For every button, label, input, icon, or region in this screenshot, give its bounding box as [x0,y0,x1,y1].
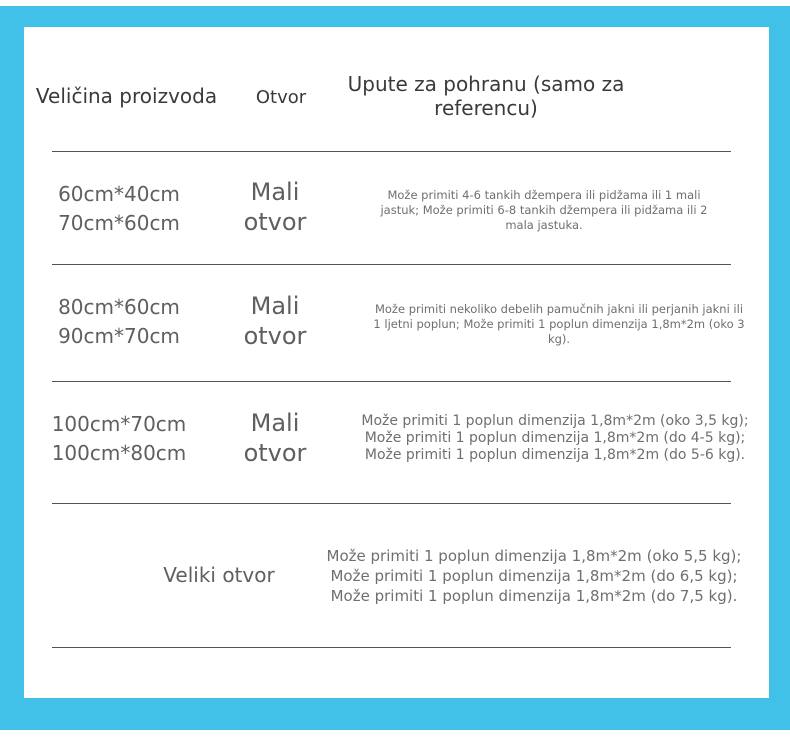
row-3-note [350,413,760,464]
row-4-opening: Veliki otvor [163,563,275,587]
row-4-note [304,546,764,606]
row-1-size-2: 70cm*60cm [58,211,180,235]
row-1-note [354,188,734,233]
row-3-note-line-2: Može primiti 1 poplun dimenzija 1,8m*2m (do 4-5 kg); [364,430,746,446]
row-4-note-line-3: Može primiti 1 poplun dimenzija 1,8m*2m (do 7,5 kg). [330,587,738,605]
row-4-note-line-1: Može primiti 1 poplun dimenzija 1,8m*2m (oko 5,5 kg); [326,547,742,565]
row-1-note-line-1: Može primiti 4-6 tankih džempera ili pidžama ili 1 mali [387,188,701,202]
row-2-note-line-1: Može primiti nekoliko debelih pamučnih jakni ili perjanih jakni ili [374,302,744,316]
header-opening-label: Otvor [255,87,307,108]
header-storage-line-2: referencu) [434,96,538,120]
row-3-opening-line-2: otvor [243,439,307,467]
row-1-note-line-3: mala jastuka. [505,218,583,232]
header-size-label: Veličina proizvoda [35,84,218,108]
row-2-note-line-2: 1 ljetni poplun; Može primiti 1 poplun dimenzija 1,8m*2m (oko 3 [373,317,745,331]
row-2-opening-line-2: otvor [243,322,307,350]
divider-row-1 [52,264,731,265]
row-1-opening [230,177,320,237]
row-3-size-1: 100cm*70cm [51,412,187,436]
row-3-sizes [44,410,194,468]
divider-row-4 [52,647,731,648]
header-storage-label [336,72,636,120]
row-1-opening-line-1: Mali [250,178,300,206]
row-3-size-2: 100cm*80cm [51,441,187,465]
row-2-opening [230,291,320,351]
divider-row-3 [52,503,731,504]
row-1-size-1: 60cm*40cm [58,182,180,206]
row-1-note-line-2: jastuk; Može primiti 6-8 tankih džempera ili pidžama ili 2 [380,203,708,217]
row-2-size-1: 80cm*60cm [58,295,180,319]
row-3-note-line-1: Može primiti 1 poplun dimenzija 1,8m*2m (oko 3,5 kg); [361,413,749,429]
row-3-opening [230,408,320,468]
size-table-panel [24,27,769,698]
row-4-note-line-2: Može primiti 1 poplun dimenzija 1,8m*2m (do 6,5 kg); [330,567,738,585]
row-2-note-line-3: kg). [547,332,571,346]
row-1-sizes [44,180,194,238]
row-3-opening-line-1: Mali [250,409,300,437]
row-2-note [354,302,764,347]
row-3-note-line-3: Može primiti 1 poplun dimenzija 1,8m*2m (do 5-6 kg). [364,447,746,463]
row-2-size-2: 90cm*70cm [58,324,180,348]
divider-header [52,151,731,152]
row-1-opening-line-2: otvor [243,208,307,236]
divider-row-2 [52,381,731,382]
header-storage-line-1: Upute za pohranu (samo za [347,72,625,96]
row-2-sizes [44,293,194,351]
row-2-opening-line-1: Mali [250,292,300,320]
blue-frame [0,6,790,730]
